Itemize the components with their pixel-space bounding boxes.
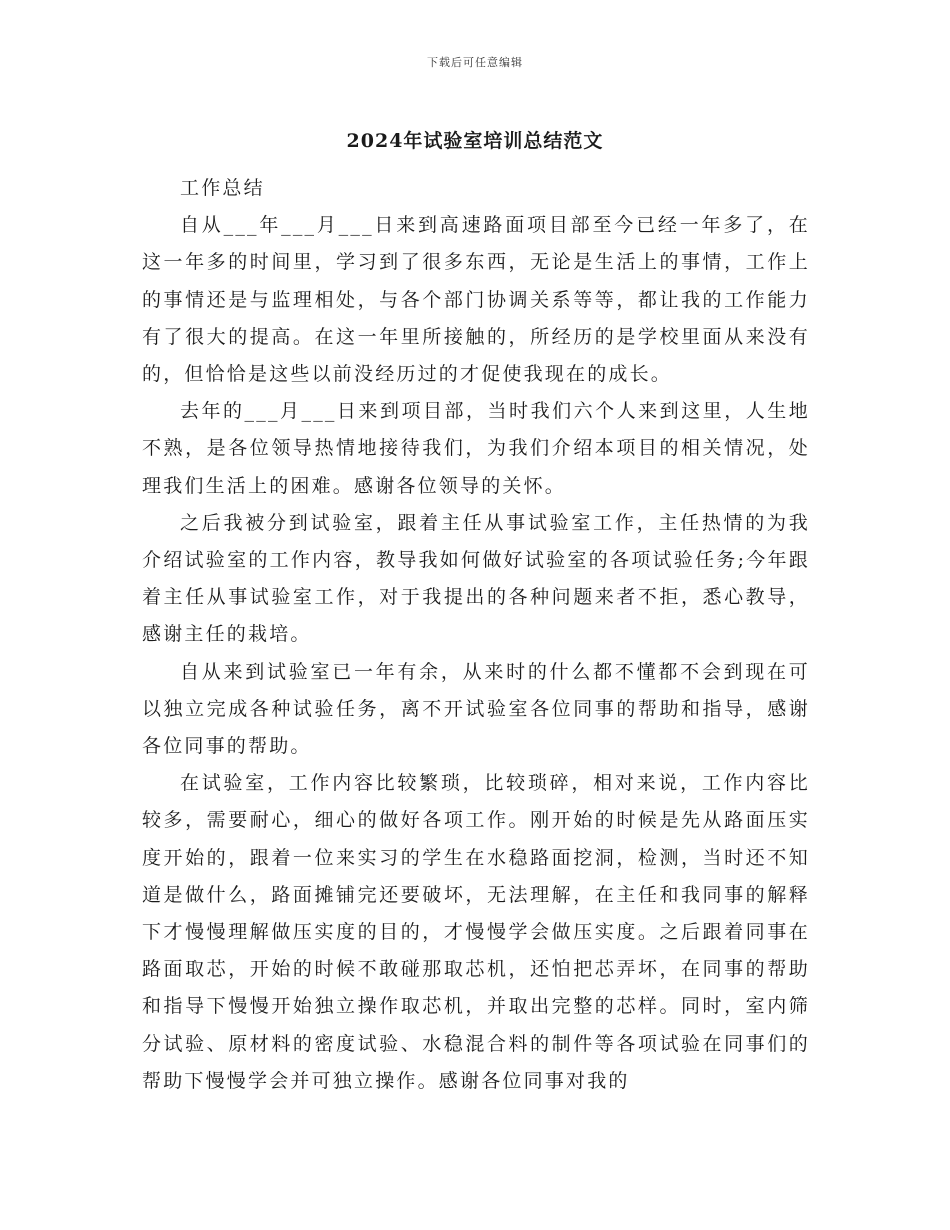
paragraph: 去年的___月___日来到项目部，当时我们六个人来到这里，人生地不熟，是各位领导热情地接待我们，为我们介绍本项目的相关情况，处理我们生活上的困难。感谢各位领导的关怀。 <box>142 400 810 497</box>
paragraph: 自从来到试验室已一年有余，从来时的什么都不懂都不会到现在可以独立完成各种试验任务，离不开试验室各位同事的帮助和指导，感谢各位同事的帮助。 <box>142 660 810 758</box>
document-body <box>142 170 810 1100</box>
paragraph: 在试验室，工作内容比较繁琐，比较琐碎，相对来说，工作内容比较多，需要耐心，细心的做好各项工作。刚开始的时候是先从路面压实度开始的，跟着一位来实习的学生在水稳路面挖洞，检测，当时还不知道是做什么，路面摊铺完还要破坏，无法理解，在主任和我同事的解释下才慢慢理解做压实度的目的，才慢慢学会做压实度。之后跟着同事在路面取芯，开始的时候不敢碰那取芯机，还怕把芯弄坏，在同事的帮助和指导下慢慢开始独立操作取芯机，并取出完整的芯样。同时，室内筛分试验、原材料的密度试验、水稳混合料的制件等各项试验在同事们的帮助下慢慢学会并可独立操作。感谢各位同事对我的 <box>142 772 810 1092</box>
document-title: 2024年试验室培训总结范文 <box>346 130 604 152</box>
header-note: 下载后可任意编辑 <box>427 56 523 69</box>
paragraph-heading: 工作总结 <box>180 177 265 199</box>
paragraph: 自从___年___月___日来到高速路面项目部至今已经一年多了，在这一年多的时间里，学习到了很多东西，无论是生活上的事情，工作上的事情还是与监理相处，与各个部门协调关系等等，都让我的工作能力有了很大的提高。在这一年里所接触的，所经历的是学校里面从来没有的，但恰恰是这些以前没经历过的才促使我现在的成长。 <box>142 214 810 386</box>
paragraph: 之后我被分到试验室，跟着主任从事试验室工作，主任热情的为我介绍试验室的工作内容，教导我如何做好试验室的各项试验任务;今年跟着主任从事试验室工作，对于我提出的各种问题来者不拒，悉心教导，感谢主任的栽培。 <box>142 511 810 646</box>
